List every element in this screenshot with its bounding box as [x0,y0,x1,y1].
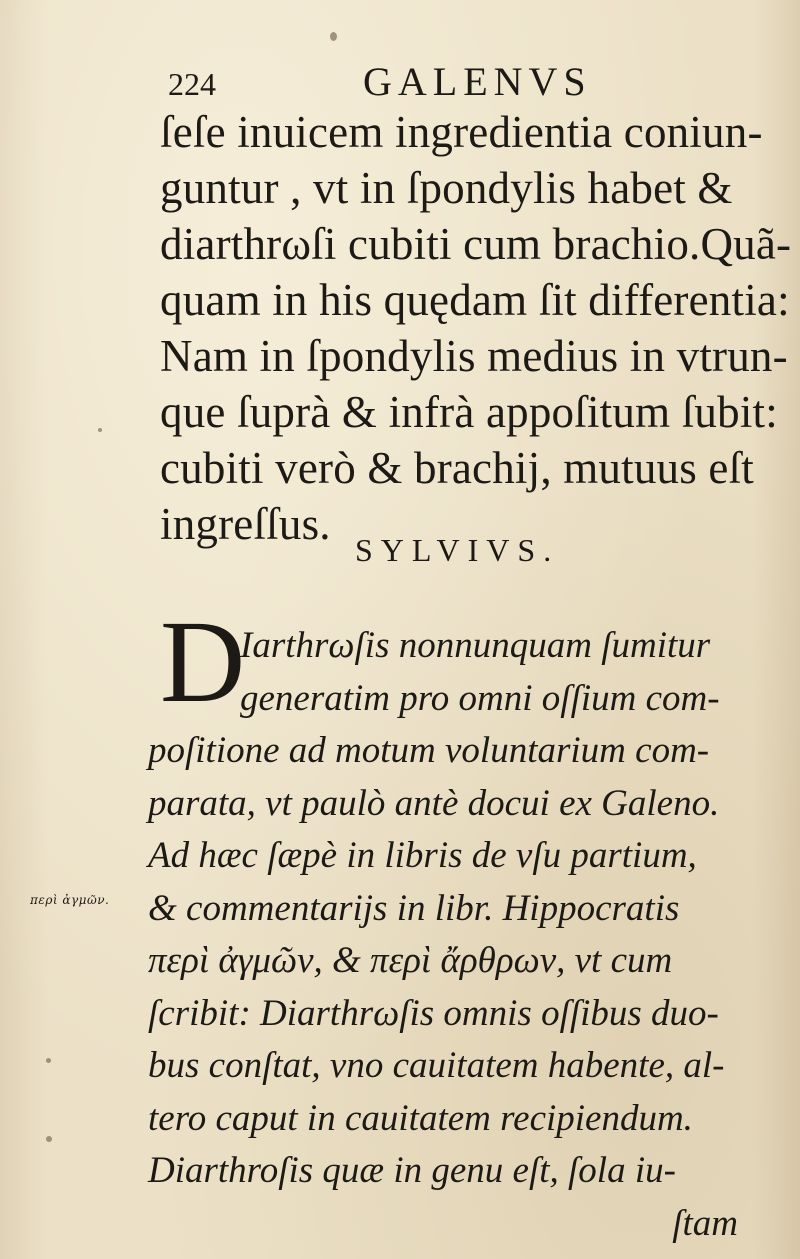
text-line: guntur , vt in ſpondylis habet & [160,163,733,213]
ink-spot [46,1058,51,1063]
text-line: ingreſſus. [160,499,331,549]
page-number: 224 [168,66,216,102]
commentary-line: parata, vt paulò antè docui ex Galeno. [148,782,720,824]
commentary-line: bus conſtat, vno cauitatem habente, al- [148,1045,725,1086]
commentary-line: tero caput in cauitatem recipiendum. [148,1097,693,1139]
ink-spot [46,1136,52,1142]
commentary-line: poſitione ad motum voluntarium com- [148,730,710,771]
catchword: ſtam [672,1202,738,1244]
text-line: Nam in ſpondylis medius in vtrun- [160,331,788,381]
main-text [160,104,792,552]
commentary-text [148,620,748,1250]
text-line: que ſuprà & infrà appoſitum ſubit: [160,387,778,437]
commentary-line: Ad hæc ſæpè in libris de vſu partium, [148,835,697,876]
commentary-line: περὶ ἀγμῶν, & περὶ ἄρθρων, vt cum [148,940,673,981]
text-line: ſeſe inuicem ingredientia coniun- [160,107,763,157]
running-head: GALENVS [363,59,592,104]
text-line: diarthrωſi cubiti cum brachio.Quã- [160,219,792,269]
marginal-note: περὶ ἀγμῶν. [30,893,110,907]
ink-spot [330,32,337,41]
page-header [168,58,738,106]
commentary-line: Diarthroſis quæ in genu eſt, ſola iu- [148,1150,676,1191]
section-heading: SYLVIVS. [355,532,560,568]
drop-cap: D [160,596,246,727]
commentary-line: ſcribit: Diarthrωſis omnis oſſibus duo- [148,992,719,1034]
commentary-line: generatim pro omni oſſium com- [240,677,720,719]
text-line: quam in his quędam ſit differentia: [160,275,790,325]
text-line: cubiti verò & brachij, mutuus eſt [160,443,754,493]
commentary-line: Iarthrωſis nonnunquam ſumitur [240,625,711,666]
commentary-line: & commentarijs in libr. Hippocratis [148,887,680,929]
ink-spot [98,428,102,432]
